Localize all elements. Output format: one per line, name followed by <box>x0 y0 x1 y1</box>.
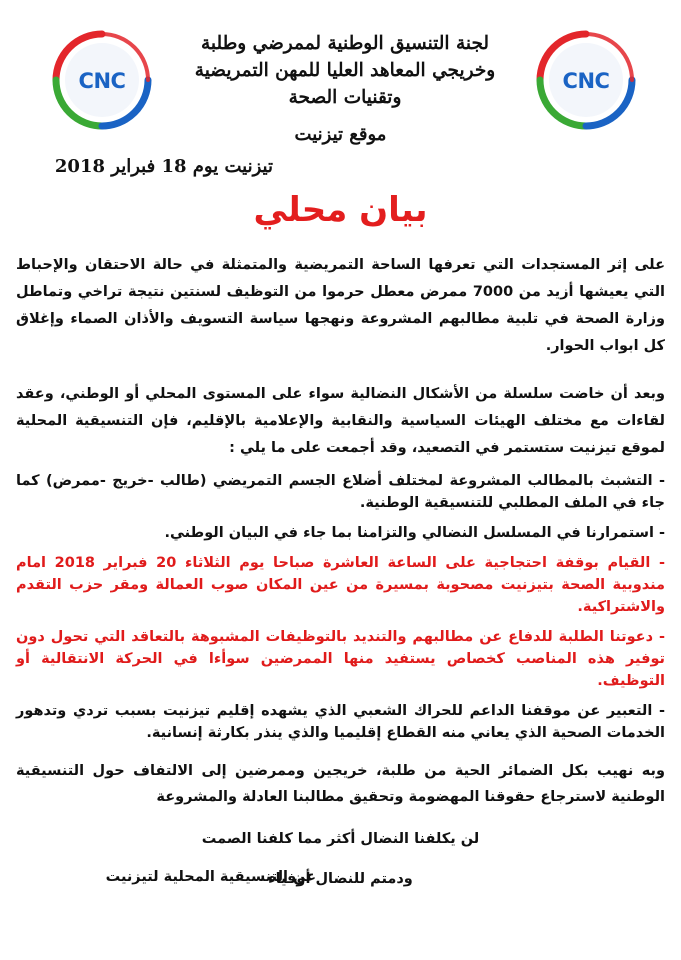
demand-item-highlighted: - دعوتنا الطلبة للدفاع عن مطالبهم والتنديد بالتوظيفات المشبوهة بالتعاقد التي تحول دون توفير هذه المناصب كخصاص يستفيد منها الممرضين سوأءا في الحركة الانتقالية أو التوظيف. <box>16 629 665 689</box>
statement-title: بيان محلي <box>253 190 428 230</box>
site-name: موقع تيزنيت <box>294 124 387 145</box>
committee-header <box>160 30 530 111</box>
header-line-2: وخريجي المعاهد العليا للمهن التمريضية <box>194 60 496 81</box>
demand-item: - التعبير عن موقفنا الداعم للحراك الشعبي الذي يشهده إقليم تيزنيت بسبب تردي وتدهور الخدمات الصحية الذي يعاني منه القطاع إقليميا والذي ينذر بكارثة إنسانية. <box>16 703 665 741</box>
slogan-line: لن يكلفنا النضال أكثر مما كلفنا الصمت <box>201 831 480 847</box>
logo-text: CNC <box>78 69 126 93</box>
statement-body <box>16 252 665 890</box>
header-line-1: لجنة التنسيق الوطنية لممرضي وطلبة <box>200 33 490 54</box>
intro-paragraph: على إثر المستجدات التي تعرفها الساحة التمريضية والمتمثلة في حالة الاحتقان والإحباط التي يعيشها أزيد من 7000 ممرض معطل حرموا من التوظيف لسنتين نتيجة تراخي وتماطل وزارة الصحة في تلبية مطالبهم المشروعة ونهجها سياسة التسويف والأذان الصماء وإغلاق كل ابواب الحوار. <box>16 257 666 354</box>
logo-text: CNC <box>562 69 610 93</box>
dateline: تيزنيت يوم 18 فبراير 2018 <box>54 156 273 177</box>
demand-item: - التشبث بالمطالب المشروعة لمختلف أضلاع الجسم التمريضي (طالب -خريج -ممرض) كما جاء في الملف المطلبي للتنسيقية الوطنية. <box>16 473 665 511</box>
demand-item: - استمرارنا في المسلسل النضالي والتزامنا بما جاء في البيان الوطني. <box>164 525 665 541</box>
cnc-logo-left <box>52 30 152 130</box>
header-line-3: وتقنيات الصحة <box>288 87 402 108</box>
signature: عن التنسيقية المحلية لتيزنيت <box>105 869 316 885</box>
appeal-paragraph: وبه نهيب بكل الضمائر الحية من طلبة، خريجين وممرضين إلى الالتفاف حول التنسيقية الوطنية لاسترجاع حقوقنا المهضومة وتحقيق مطالبنا العادلة والمشروعة <box>16 763 665 805</box>
cnc-logo-right <box>536 30 636 130</box>
demand-item-highlighted: - القيام بوقفة احتجاجية على الساعة العاشرة صباحا يوم الثلاثاء 20 فبراير 2018 امام مندوبية الصحة بتيزنيت مصحوبة بمسيرة من عين المكان صوب العمالة ومقر حزب التقدم والاشتراكية. <box>16 555 665 615</box>
second-paragraph: وبعد أن خاضت سلسلة من الأشكال النضالية سواء على المستوى المحلي أو الوطني، وعقد لقاءات مع مختلف الهيئات السياسية والنقابية والإعلامية بالإقليم، فإن التنسيقية المحلية لموقع تيزنيت ستستمر في التصعيد، وقد أجمعت على ما يلي : <box>16 386 665 456</box>
closing-line: ودمتم للنضال أوفياء <box>268 871 413 887</box>
